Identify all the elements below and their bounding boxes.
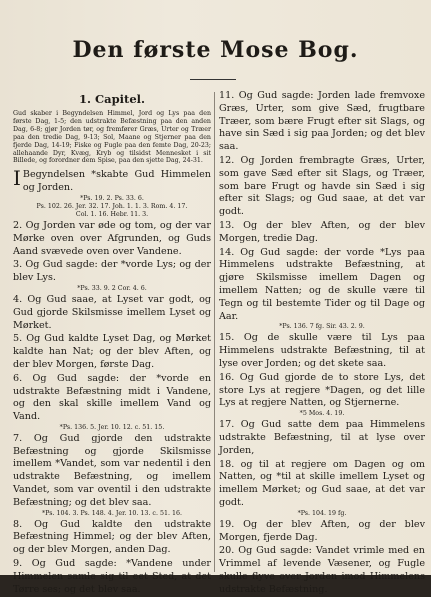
- verse-text: 6. Og Gud sagde: der *vorde en udstrakte Befæstning midt i Vandene, og den skal skille imellem Vand og Vand.: [13, 372, 211, 423]
- cross-reference: *Ps. 136. 7 fg. Sir. 43. 2. 9.: [279, 323, 365, 331]
- verse-block: [219, 519, 425, 545]
- verse-block: [219, 220, 425, 246]
- verse-block: [219, 90, 425, 154]
- left-verses: [13, 166, 211, 596]
- book-title: Den første Mose Bog.: [72, 37, 359, 63]
- column-divider: [214, 92, 215, 572]
- verse-text: IBegyndelsen *skabte Gud Himmelen og Jorden.: [13, 166, 211, 194]
- verse-text: 16. Og Gud gjorde de to store Lys, det store Lys at regjere *Dagen, og det lille Lys at regjere Natten, og Stjernerne.: [219, 371, 425, 409]
- verse-text: 7. Og Gud gjorde den udstrakte Befæstning og gjorde Skilsmisse imellem *Vandet, som var nedentil i den udstrakte Befæstning, og imellem Vandet, som var oventil i den udstrakte Befæstning; og det blev saa.: [13, 432, 211, 508]
- verse-text: 4. Og Gud saae, at Lyset var godt, og Gud gjorde Skilsmisse imellem Lyset og Mørket.: [13, 293, 211, 331]
- verse-text: 13. Og der blev Aften, og der blev Morgen, tredie Dag.: [219, 219, 425, 244]
- verse-text: 9. Og Gud sagde: *Vandene under Himmelen samle sig til eet Sted, at det Tørre ses; og det blev saa.: [13, 558, 211, 595]
- verse-text: 14. Og Gud sagde: der vorde *Lys paa Himmelens udstrakte Befæstning, at gjøre Skilsmisse imellem Dagen og imellem Natten; og de skulle være til Tegn og til bestemte Tider og til Dage og Aar.: [219, 246, 425, 322]
- verse-block: [219, 459, 425, 518]
- cross-reference: *Ps. 104. 19 fg.: [297, 509, 347, 517]
- verse-text: 17. Og Gud satte dem paa Himmelens udstrakte Befæstning, til at lyse over Jorden,: [219, 419, 425, 456]
- verse-block: [13, 373, 211, 432]
- left-column: [13, 90, 211, 597]
- verse-text: 8. Og Gud kaldte den udstrakte Befæstning Himmel; og der blev Aften, og der blev Morgen, anden Dag.: [13, 518, 211, 556]
- verse-text: 20. Og Gud sagde: Vandet vrimle med en Vrimmel af levende Væsener, og Fugle skulle flyve over Jorden imod Himmelens udstrakte Befæstning.: [219, 545, 425, 595]
- verse-block: [219, 372, 425, 418]
- title-rule: [190, 79, 236, 80]
- verse-block: [13, 558, 211, 596]
- verse-text: 18. og til at regjere om Dagen og om Natten, og *til at skille imellem Lyset og imellem Mørket; og Gud saae, at det var godt.: [219, 458, 425, 508]
- cross-reference: *Ps. 136. 5. Jer. 10. 12. c. 51. 15.: [59, 423, 165, 431]
- verse-text: 5. Og Gud kaldte Lyset Dag, og Mørket kaldte han Nat; og der blev Aften, og der blev Morgen, første Dag.: [13, 333, 211, 370]
- verse-block: [219, 155, 425, 219]
- verse-block: [13, 166, 211, 219]
- verse-block: [13, 220, 211, 258]
- verse-block: [219, 545, 425, 596]
- verse-block: [13, 519, 211, 557]
- verse-text: 12. Og Jorden frembragte Græs, Urter, som gave Sæd efter sit Slags, og Træer, som bare Frugt og havde sin Sæd i sig efter sit Slags; og Gud saae, at det var godt.: [219, 154, 425, 218]
- verse-block: [13, 433, 211, 518]
- verse-text: 3. Og Gud sagde: der *vorde Lys; og der blev Lys.: [13, 259, 211, 284]
- verse-block: [219, 332, 425, 370]
- right-verses: [219, 90, 425, 596]
- verse-text: 11. Og Gud sagde: Jorden lade fremvoxe Græs, Urter, som give Sæd, frugtbare Træer, som bære Frugt efter sit Slags, og have sin Sæd i sig paa Jorden; og det blev saa.: [219, 90, 425, 153]
- verse-text: 15. Og de skulle være til Lys paa Himmelens udstrakte Befæstning, til at lyse over Jorden; og det skete saa.: [219, 332, 425, 369]
- right-column: [219, 90, 425, 597]
- verse-text: 2. Og Jorden var øde og tom, og der var Mørke oven over Afgrunden, og Guds Aand svævede oven over Vandene.: [13, 219, 211, 257]
- cross-reference: *Ps. 33. 9. 2 Cor. 4. 6.: [77, 284, 147, 292]
- verse-block: [219, 247, 425, 332]
- chapter-heading: 1. Capitel.: [78, 92, 146, 106]
- cross-reference: *Ps. 104. 3. Ps. 148. 4. Jer. 10. 13. c. 51. 16.: [42, 509, 182, 517]
- verse-text: 19. Og der blev Aften, og der blev Morgen, fjerde Dag.: [219, 518, 425, 543]
- verse-block: [13, 259, 211, 293]
- verse-block: [13, 294, 211, 332]
- cross-reference: *Ps. 19. 2. Ps. 33. 6. Ps. 102. 26. Jer. 32. 17. Joh. 1. 1. 3. Rom. 4. 17. Col. 1. 16. Hebr. 11. 3.: [36, 194, 188, 218]
- chapter-summary: Gud skaber i Begyndelsen Himmel, Jord og Lys paa den første Dag, 1-5; den udstrakte Befæstning paa den anden Dag, 6-8; gjør Jorden tør, og fremfører Græs, Urter og Træer paa den tredie Dag, 9-13; Sol, Maane og Stjerner paa den fjerde Dag, 14-19; Fiske og Fugle paa den femte Dag, 20-23; allehaande Dyr, Kvæg, Kryb og tilsidst Mennesket i sit Billede, og forordner dem Spise, paa den sjette Dag, 24-31.: [13, 110, 211, 165]
- verse-block: [13, 333, 211, 371]
- verse-block: [219, 419, 425, 457]
- cross-reference: *5 Mos. 4. 19.: [299, 410, 345, 418]
